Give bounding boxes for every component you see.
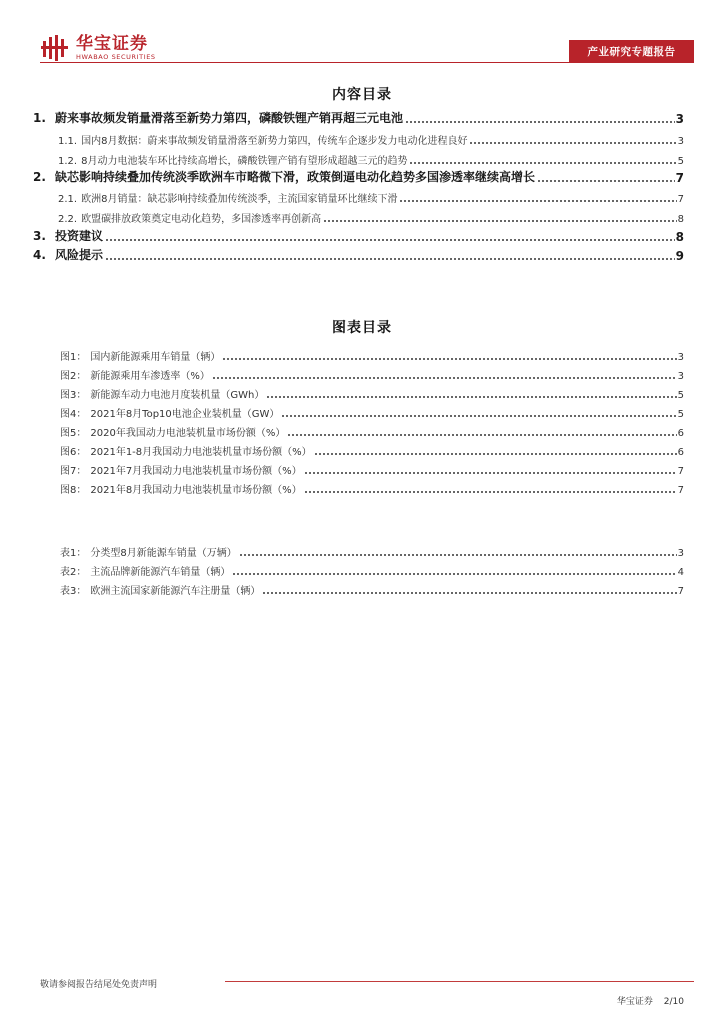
toc-page-number: 8 (675, 230, 684, 244)
dot-leader (266, 396, 676, 398)
footer-brand: 华宝证券 (616, 997, 653, 1007)
brand-name-en: HWABAO SECURITIES (76, 53, 156, 61)
brand-name-cn: 华宝证券 (76, 34, 148, 54)
figure-entry-2[interactable]: 图2： 新能源乘用车渗透率（%） 3 (60, 371, 684, 382)
table-entry-2[interactable]: 表2： 主流品牌新能源汽车销量（辆） 4 (60, 567, 684, 578)
dot-leader (314, 453, 677, 455)
figure-entry-8[interactable]: 图8： 2021年8月我国动力电池装机量市场份额（%） 7 (60, 485, 684, 496)
figure-entry-6[interactable]: 图6： 2021年1-8月我国动力电池装机量市场份额（%） 6 (60, 447, 684, 458)
report-type-badge: 产业研究专题报告 (569, 40, 694, 62)
figure-page-number: 3 (677, 352, 684, 363)
figure-entry-7[interactable]: 图7： 2021年7月我国动力电池装机量市场份额（%） 7 (60, 466, 684, 477)
toc-page-number: 7 (675, 171, 684, 185)
dot-leader (399, 200, 676, 202)
table-page-number: 7 (677, 586, 684, 597)
dot-leader (304, 491, 677, 493)
toc-page-number: 3 (675, 112, 684, 126)
dot-leader (105, 239, 675, 241)
table-entry-3[interactable]: 表3： 欧洲主流国家新能源汽车注册量（辆） 7 (60, 586, 684, 597)
footer-divider (225, 981, 694, 982)
figure-page-number: 5 (677, 409, 684, 420)
dot-leader (409, 162, 676, 164)
toc-page-number: 7 (677, 194, 684, 205)
toc-page-number: 9 (675, 249, 684, 263)
figure-entry-3[interactable]: 图3： 新能源车动力电池月度装机量（GWh） 5 (60, 390, 684, 401)
header-divider (40, 62, 694, 63)
figure-page-number: 6 (677, 447, 684, 458)
table-entry-1[interactable]: 表1： 分类型8月新能源车销量（万辆） 3 (60, 548, 684, 559)
dot-leader (304, 472, 677, 474)
toc-entry-1-1[interactable]: 1.1. 国内8月数据：蔚来事故频发销量滑落至新势力第四，传统车企逐步发力电动化进程良好 3 (58, 136, 684, 147)
dot-leader (239, 554, 677, 556)
toc-page-number: 3 (677, 136, 684, 147)
toc-entry-1-2[interactable]: 1.2. 8月动力电池装车环比持续高增长，磷酸铁锂产销有望形成超越三元的趋势 5 (58, 156, 684, 167)
toc-entry-4[interactable]: 4. 风险提示 9 (33, 248, 684, 263)
toc-page-number: 8 (677, 214, 684, 225)
dot-leader (405, 121, 675, 123)
dot-leader (212, 377, 677, 379)
dot-leader (105, 258, 675, 260)
table-page-number: 4 (677, 567, 684, 578)
dot-leader (537, 180, 675, 182)
dot-leader (232, 573, 676, 575)
brand-mark-icon (40, 33, 70, 63)
figure-page-number: 6 (677, 428, 684, 439)
page-number: 2/10 (663, 997, 684, 1007)
brand-logo (40, 33, 156, 63)
dot-leader (262, 592, 676, 594)
figure-page-number: 5 (677, 390, 684, 401)
figure-entry-4[interactable]: 图4： 2021年8月Top10电池企业装机量（GW） 5 (60, 409, 684, 420)
figure-page-number: 3 (677, 371, 684, 382)
toc-page-number: 5 (677, 156, 684, 167)
toc-title: 内容目录 (332, 87, 392, 103)
dot-leader (222, 358, 676, 360)
toc-entry-2[interactable]: 2. 缺芯影响持续叠加传统淡季欧洲车市略微下滑，政策倒逼电动化趋势多国渗透率继续高增长 7 (33, 170, 684, 185)
figure-entry-1[interactable]: 图1： 国内新能源乘用车销量（辆） 3 (60, 352, 684, 363)
toc-entry-1[interactable]: 1. 蔚来事故频发销量滑落至新势力第四，磷酸铁锂产销再超三元电池 3 (33, 111, 684, 126)
dot-leader (323, 220, 677, 222)
table-page-number: 3 (677, 548, 684, 559)
dot-leader (469, 142, 676, 144)
dot-leader (281, 415, 676, 417)
footer-disclaimer: 敬请参阅报告结尾处免责声明 (40, 980, 158, 990)
footer-page-info (617, 994, 684, 1007)
figures-title: 图表目录 (332, 320, 392, 336)
toc-entry-2-2[interactable]: 2.2. 欧盟碳排放政策奠定电动化趋势，多国渗透率再创新高 8 (58, 214, 684, 225)
figure-page-number: 7 (677, 466, 684, 477)
dot-leader (287, 434, 676, 436)
figure-entry-5[interactable]: 图5： 2020年我国动力电池装机量市场份额（%） 6 (60, 428, 684, 439)
toc-entry-2-1[interactable]: 2.1. 欧洲8月销量：缺芯影响持续叠加传统淡季，主流国家销量环比继续下滑 7 (58, 194, 684, 205)
figure-page-number: 7 (677, 485, 684, 496)
toc-entry-3[interactable]: 3. 投资建议 8 (33, 229, 684, 244)
